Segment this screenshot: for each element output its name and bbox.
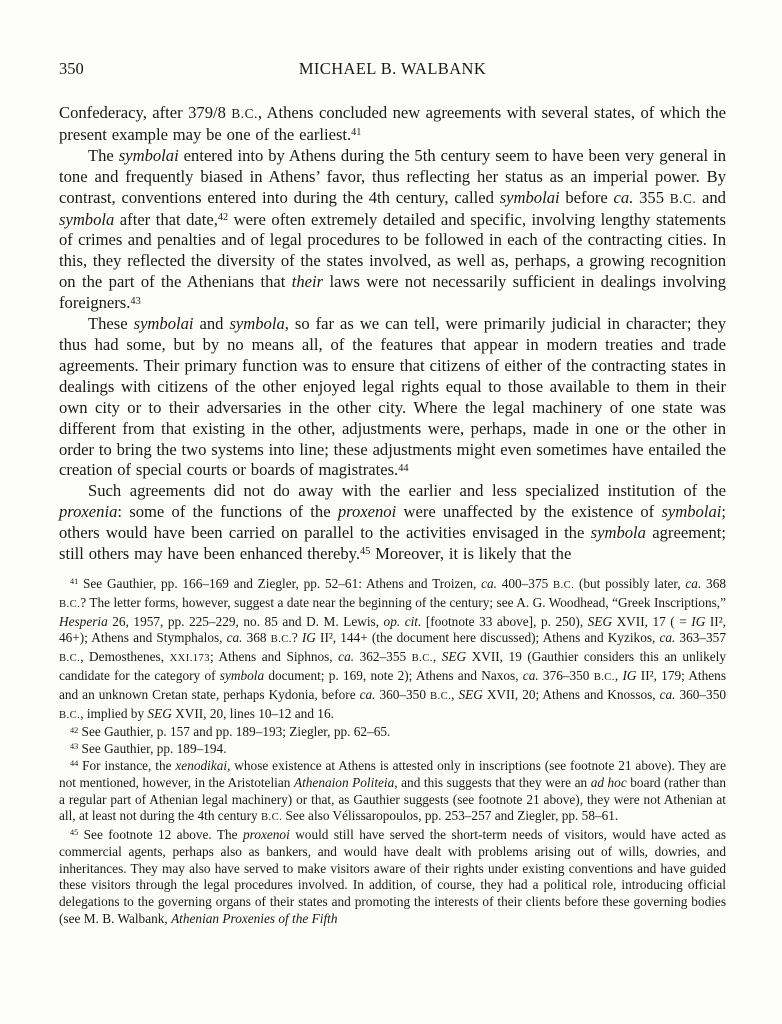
footnotes-section [59,576,726,928]
footnote-45: $^{45}$ See footnote 12 above. The proxenoi would still have served the short-term needs of visitors, would have acted as commercial agents, perhaps also as bankers, and would have dealt with problems arising out of wills, dowries, and inheritances. They may also have served to make visitors aware of their rights under existing conventions and have guided these visitors through the legal procedures involved. In addition, of course, they had a political role, introducing official delegations to the governing organs of their states and promoting the interests of their clients before these governing bodies (see M. B. Walbank, Athenian Proxenies of the Fifth [59,827,726,927]
page-header [59,59,726,79]
footnote-43: $^{43}$ See Gauthier, pp. 189–194. [70,741,227,757]
body-paragraph-4: Such agreements did not do away with the earlier and less specialized institution of the proxenia: some of the functions of the proxenoi were unaffected by the existence of symbolai; others would have been carried on parallel to the activities envisaged in the symbola agreement; still others may have been enhanced thereby.$^{45}$ Moreover, it is likely that the [59,481,726,564]
footnote-42: $^{42}$ See Gauthier, p. 157 and pp. 189–193; Ziegler, pp. 62–65. [70,724,391,740]
page-number: 350 [59,59,84,78]
body-paragraph-2: The symbolai entered into by Athens during the 5th century seem to have been very general in tone and frequently biased in Athens’ favor, thus reflecting her status as an imperial power. By contrast, conventions entered into during the 4th century, called symbolai before ca. 355 B.C. and symbola after that date,$^{42}$ were often extremely detailed and specific, involving lengthy statements of crimes and penalties and of legal procedures to be followed in each of the contracting cities. In this, they reflected the diversity of the states involved, as well as, perhaps, a growing recognition on the part of the Athenians that their laws were not necessarily sufficient in dealings involving foreigners.$^{43}$ [59,145,726,313]
body-paragraph-1: Confederacy, after 379/8 B.C., Athens concluded new agreements with several states, of which the present example may be one of the earliest.$^{41}$ [59,103,727,144]
page-content [59,59,726,928]
footnote-44: $^{44}$ For instance, the xenodikai, whose existence at Athens is attested only in inscriptions (see footnote 21 above). They are not mentioned, however, in the Aristotelian Athenaion Politeia, and this suggests that they were an ad hoc board (rather than a regular part of Athenian legal machinery) or that, as Gauthier suggests (see footnote 21 above), they were not Athenian at all, at least not during the 4th century B.C. See also Vélissaropoulos, pp. 253–257 and Ziegler, pp. 58–61. [59,757,726,824]
running-head: MICHAEL B. WALBANK [298,59,487,78]
footnote-41: $^{41}$ See Gauthier, pp. 166–169 and Ziegler, pp. 52–61: Athens and Troizen, ca. 400–375 B.C. (but possibly later, ca. 368 B.C.? The letter forms, however, suggest a date near the beginning of the century; see A. G. Woodhead, “Greek Inscriptions,” Hesperia 26, 1957, pp. 225–229, no. 85 and D. M. Lewis, op. cit. [footnote 33 above], p. 250), SEG XVII, 17 ( = IG II², 46+); Athens and Stymphalos, ca. 368 B.C.? IG II², 144+ (the document here discussed); Athens and Kyzikos, ca. 363–357 B.C., Demosthenes, XXI.173; Athens and Siphnos, ca. 362–355 B.C., SEG XVII, 19 (Gauthier considers this an unlikely candidate for the category of symbola document; p. 169, note 2); Athens and Naxos, ca. 376–350 B.C., IG II², 179; Athens and an unknown Cretan state, perhaps Kydonia, before ca. 360–350 B.C., SEG XVII, 20; Athens and Knossos, ca. 360–350 B.C., implied by SEG XVII, 20, lines 10–12 and 16. [59,575,727,721]
body-paragraph-3: These symbolai and symbola, so far as we can tell, were primarily judicial in character; they thus had some, but by no means all, of the features that appear in modern treaties and trade agreements. Their primary function was to ensure that citizens of either of the contracting states in dealings with citizens of the other enjoyed legal rights equal to those available to them in their own city or to their adversaries in the other city. Where the legal machinery of one state was different from that existing in the other, adjustments were, perhaps, made in one or the other in order to bring the two systems into line; these adjustments might even sometimes have entailed the creation of special courts or boards of magistrates.$^{44}$ [59,314,726,480]
article-body [59,103,726,565]
